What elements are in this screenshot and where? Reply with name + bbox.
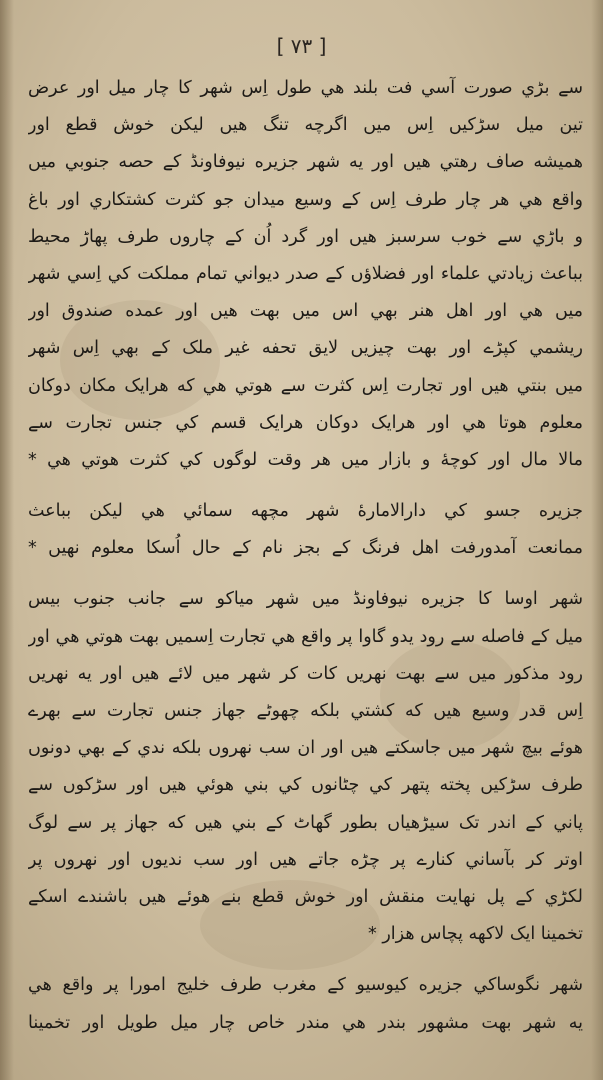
text-line: شهر اوسا کا جزيره نيوفاونڈ ميں شهر مياکو سے جانب جنوب بيس — [28, 589, 583, 610]
paragraph — [28, 70, 583, 479]
paragraph — [28, 967, 583, 1041]
text-line: طرف سڑکيں پخته پتهر کي چٹانوں کي بني هوئي هيں اور سڑکوں سے — [28, 775, 583, 796]
text-line: بباعث زيادتي علماء اور فضلاؤں کے صدر ديواني تمام مملکت کي اِسي شهر — [28, 263, 583, 284]
text-line: مالا مال اور کوچۀ و بازار ميں هر وقت لوگوں کي کثرت هوتي هي * — [28, 449, 583, 470]
text-line: ميل کے فاصله سے رود يدو گاوا پر واقع هي تجارت اِسميں بهت هوتي هي اور — [28, 626, 583, 647]
text-line: اوتر کر بآساني کنارے پر چڑه جاتے هيں اور سب ندیوں اور نهروں پر — [28, 849, 583, 870]
page-number: [ ٧٣ ] — [276, 34, 327, 58]
text-line: سے بڑي صورت آسي فت بلند هي طول اِس شهر کا چار ميل اور عرض — [28, 78, 583, 98]
text-line: تخمينا ايک لاکهه پچاس هزار * — [368, 924, 583, 945]
text-line: يه شهر بهت مشهور بندر هي مندر خاص چار ميل طويل اور تخمينا — [28, 1012, 583, 1033]
page-edge-shadow-right — [591, 0, 603, 1080]
text-line: ريشمي کپڑے اور بهت چيزيں لايق تحفه غير ملک کے بهي اِس شهر — [28, 338, 583, 359]
text-line: ميں هي اور اهل هنر بهي اس ميں بهت هيں اور عمده صندوق اور — [28, 301, 583, 322]
text-line: تين ميل سڑکيں اِس ميں اگرچه تنگ هيں ليکن خوش قطع اور — [28, 115, 583, 136]
text-line: هوئے بيچ شهر ميں جاسکتے هيں اور ان سب نهروں بلکه ندي کے بهي دونوں — [28, 738, 583, 759]
text-line: هميشه صاف رهتي هيں اور يه شهر جزيره نيوفاونڈ کے حصه جنوبي ميں — [28, 152, 583, 173]
text-line: ميں بنتي هيں اور تجارت اِس کثرت سے هوتي هي که هرايک مکان دوکان — [28, 375, 583, 396]
text-line: واقع هي هر چار طرف اِس کے وسيع ميدان جو کثرت کشتکاري اور باغ — [28, 189, 583, 210]
text-line: رود مذکور ميں سے بهت نهريں کات کر شهر ميں لائے هيں اور يه نهريں — [28, 663, 583, 684]
page-edge-shadow-left — [0, 0, 14, 1080]
text-line: و باڑي سے خوب سرسبز هيں اور گرد اُن کے چاروں طرف پهاڑ محيط — [28, 226, 583, 247]
text-line: لکڑي کے پل نهايت منقش اور خوش قطع بنے هوئے هيں باشندے اسکے — [28, 886, 583, 907]
body-text — [28, 70, 583, 1042]
text-line: ممانعت آمدورفت اهل فرنگ کے بجز نام کے حال اُسکا معلوم نهيں * — [28, 538, 583, 559]
text-line: اِس قدر وسيع هيں که کشتي بلکه چهوٹے جهاز جنس تجارت سے بهرے — [28, 701, 583, 721]
paragraph — [28, 493, 583, 567]
text-line: پاني کے اندر تک سيڑهياں بطور گهاٹ کے بني هيں که جهاز پر سے لوگ — [28, 812, 583, 833]
paragraph — [28, 581, 583, 953]
text-line: شهر نگوساکي جزيره کيوسيو کے مغرب طرف خليج امورا پر واقع هي — [28, 975, 583, 996]
text-line: جزيره جسو کي دارالامارۀ شهر مچهه سمائي هي ليکن بباعث — [28, 501, 583, 522]
text-line: معلوم هوتا هي اور هرايک دوکان هرايک قسم کي جنس تجارت سے — [28, 412, 583, 433]
